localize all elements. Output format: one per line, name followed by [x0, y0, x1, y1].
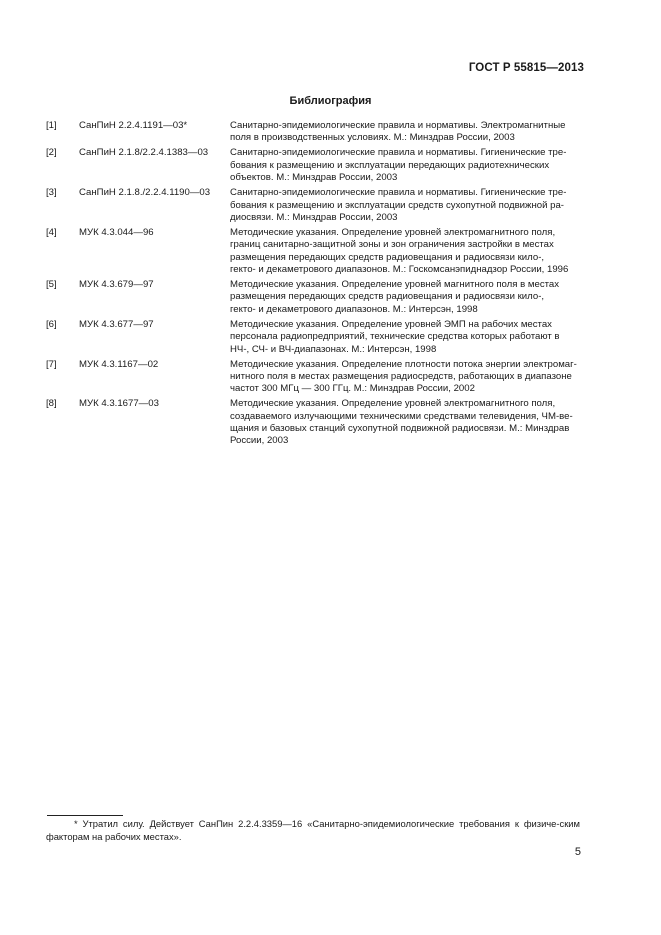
entry-code: СанПиН 2.1.8./2.2.4.1190—03	[79, 187, 211, 199]
entry-description-line: бования к размещению и эксплуатации передающих радиотехнических	[230, 159, 550, 171]
entry-description	[230, 120, 587, 145]
entry-description-line: Методические указания. Определение уровней электромагнитного поля,	[230, 227, 556, 239]
entry-description-line: создаваемого излучающими техническими средствами телевидения, ЧМ-ве-	[230, 410, 573, 422]
entry-description	[230, 147, 587, 184]
entry-description-line: Санитарно-эпидемиологические правила и нормативы. Гигиенические тре-	[230, 187, 567, 199]
bibliography-entry	[46, 359, 587, 396]
entry-number: [7]	[46, 358, 57, 370]
entry-code: МУК 4.3.1167—02	[79, 358, 159, 370]
entry-code: МУК 4.3.1677—03	[79, 398, 159, 410]
bibliography-list	[46, 120, 587, 451]
document-code: ГОСТ Р 55815—2013	[468, 62, 584, 74]
entry-description-line: Санитарно-эпидемиологические правила и нормативы. Гигиенические тре-	[230, 147, 567, 159]
entry-description-line: границ санитарно-защитной зоны и зон ограничения застройки в местах	[230, 239, 554, 251]
bibliography-entry	[46, 227, 587, 276]
entry-description	[230, 227, 587, 276]
entry-description	[230, 398, 587, 447]
entry-description-line: персонала радиопредприятий, технические средства которых работают в	[230, 331, 560, 343]
entry-description-line: диосвязи. М.: Минздрав России, 2003	[230, 211, 398, 223]
entry-number: [5]	[46, 279, 57, 291]
entry-description-line: гекто- и декаметрового диапазонов. М.: Госкомсанэпиднадзор России, 1996	[230, 263, 569, 275]
entry-code: СанПиН 2.1.8/2.2.4.1383—03	[79, 147, 209, 159]
entry-description-line: щания и базовых станций сухопутной подвижной радиосвязи. М.: Минздрав	[230, 423, 570, 435]
entry-description-line: Методические указания. Определение уровней ЭМП на рабочих местах	[230, 318, 552, 330]
bibliography-entry	[46, 398, 587, 447]
entry-number: [4]	[46, 227, 57, 239]
bibliography-entry	[46, 279, 587, 316]
entry-description-line: объектов. М.: Минздрав России, 2003	[230, 172, 398, 184]
entry-code: СанПиН 2.2.4.1191—03*	[79, 120, 188, 131]
entry-number: [2]	[46, 147, 57, 159]
entry-number: [8]	[46, 398, 57, 410]
entry-description-line: частот 300 МГц — 300 ГГц. М.: Минздрав России, 2002	[230, 383, 475, 395]
entry-description-line: Методические указания. Определение уровней магнитного поля в местах	[230, 279, 560, 291]
entry-description-line: размещения передающих средств радиовещания и радиосвязи кило-,	[230, 251, 545, 263]
entry-code: МУК 4.3.044—96	[79, 227, 154, 239]
entry-description-line: бования к размещению и эксплуатации средств сухопутной подвижной ра-	[230, 199, 564, 211]
entry-description-line: поля в производственных условиях. М.: Минздрав России, 2003	[230, 132, 515, 144]
entry-description-line: России, 2003	[230, 435, 289, 447]
entry-code: МУК 4.3.679—97	[79, 279, 154, 291]
entry-description	[230, 187, 587, 224]
entry-description-line: НЧ-, СЧ- и ВЧ-диапазонах. М.: Интерсэн, 1998	[230, 343, 437, 355]
entry-description-line: Методические указания. Определение плотности потока энергии электромаг-	[230, 358, 577, 370]
entry-description-line: размещения передающих средств радиовещания и радиосвязи кило-,	[230, 291, 545, 303]
bibliography-entry	[46, 147, 587, 184]
entry-description	[230, 319, 587, 356]
entry-description	[230, 279, 587, 316]
footnote: * Утратил силу. Действует СанПин 2.2.4.3359—16 «Санитарно-эпидемиологические требования к физиче-ским факторам на рабочих местах».	[46, 818, 580, 842]
entry-description	[230, 359, 587, 396]
entry-description-line: Санитарно-эпидемиологические правила и нормативы. Электромагнитные	[230, 120, 566, 131]
entry-description-line: Методические указания. Определение уровней электромагнитного поля,	[230, 398, 556, 410]
entry-number: [1]	[46, 120, 57, 131]
bibliography-entry	[46, 187, 587, 224]
entry-description-line: гекто- и декаметрового диапазонов. М.: Интерсэн, 1998	[230, 303, 478, 315]
page-number: 5	[574, 846, 581, 858]
bibliography-entry	[46, 319, 587, 356]
page-title: Библиография	[289, 95, 372, 107]
footnote-divider	[47, 815, 123, 816]
entry-number: [3]	[46, 187, 57, 199]
bibliography-entry	[46, 120, 587, 145]
entry-code: МУК 4.3.677—97	[79, 318, 154, 330]
entry-description-line: нитного поля в местах размещения радиосредств, работающих в диапазоне	[230, 370, 572, 382]
entry-number: [6]	[46, 318, 57, 330]
